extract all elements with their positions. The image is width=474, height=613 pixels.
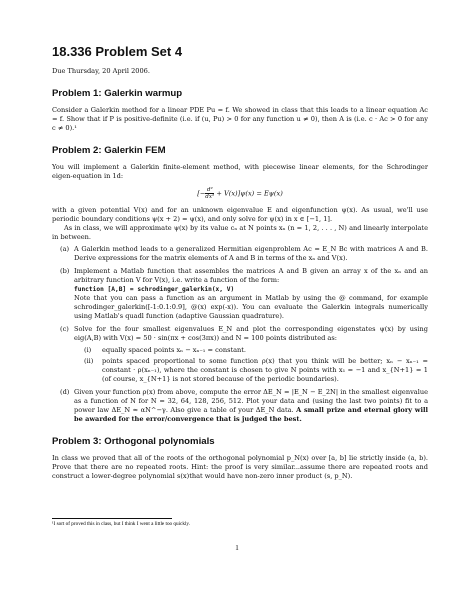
part-a-label: (a) bbox=[60, 245, 70, 253]
part-c-ii bbox=[74, 357, 428, 384]
part-a bbox=[52, 245, 428, 263]
part-c-text: Solve for the four smallest eigenvalues E_N and plot the corresponding eigenstates ψ(x) by using eig(A,B) with V(x) = 50 · sin(πx + cos(3πx)) and N = 100 points distributed as: bbox=[74, 325, 428, 342]
problem-1-heading: Problem 1: Galerkin warmup bbox=[52, 88, 183, 99]
problem-2-heading: Problem 2: Galerkin FEM bbox=[52, 145, 166, 156]
part-c-label: (c) bbox=[60, 325, 69, 333]
problem-3-text: In class we proved that all of the roots of the orthogonal polynomial p_N(x) over [a, b] lie strictly inside (a, b). Prove that there are no repeated roots. Hint: the proof is very similar...assume there are repeated roots and construct a lower-degree polynomial s(x)that would have non-zero inner product (s, p_N). bbox=[52, 454, 428, 480]
part-a-text: A Galerkin method leads to a generalized Hermitian eigenproblem Ac = E_N Bc with matrices A and B. Derive expressions for the matrix elements of A and B in terms of the xₙ and V(x). bbox=[74, 245, 428, 262]
part-d-label: (d) bbox=[60, 388, 70, 396]
footnote-rule bbox=[52, 518, 172, 519]
part-d-prize: A small prize and eternal glory will be awarded for the error/convergence that is judged the best. bbox=[74, 406, 428, 423]
problem-2-para-2: As in class, we will approximate ψ(x) by its value cₙ at N points xₙ (n = 1, 2, . . . , N) and linearly interpolate in between. bbox=[52, 224, 428, 241]
function-signature: function [A,B] = schrodinger_galerkin(x, V) bbox=[74, 286, 235, 293]
problem-1-section bbox=[52, 88, 428, 133]
part-c bbox=[52, 325, 428, 384]
problem-2-parts bbox=[52, 245, 428, 424]
part-c-subitems bbox=[74, 346, 428, 384]
problem-3-heading: Problem 3: Orthogonal polynomials bbox=[52, 436, 215, 447]
part-c-i bbox=[74, 346, 428, 355]
part-c-i-label: (i) bbox=[84, 346, 92, 354]
equation-rest: + V(x)]ψ(x) = Eψ(x) bbox=[214, 189, 283, 198]
part-d-text: Given your function ρ(x) from above, compute the error ΔE_N = |E_N − E_2N| in the smallest eigenvalue as a function of N for N = 32, 64, 128, 256, 512. Plot your data and (using the last two points) fit to a power law ΔE_N ≈ αN^−γ. Also give a table of your ΔE_N data. bbox=[74, 388, 428, 414]
due-date: Due Thursday, 20 April 2006. bbox=[52, 67, 150, 75]
problem-2-para-1: with a given potential V(x) and for an unknown eigenvalue E and eigenfunction ψ(x). As usual, we'll use periodic boundary conditions ψ(x + 2) = ψ(x), and only solve for ψ(x) in x ∈ [−1, 1]. bbox=[52, 206, 428, 223]
part-c-ii-label: (ii) bbox=[84, 357, 94, 365]
equation-open: [− bbox=[197, 189, 206, 198]
problem-2-section bbox=[52, 145, 428, 424]
footnote: ¹I sort of proved this in class, but I think I went a little too quickly. bbox=[52, 521, 190, 527]
document-title: 18.336 Problem Set 4 bbox=[52, 44, 183, 59]
part-b bbox=[52, 267, 428, 321]
equation-fraction bbox=[205, 187, 214, 200]
page-number: 1 bbox=[235, 544, 239, 552]
equation-denominator: dx² bbox=[205, 194, 215, 200]
problem-3-section bbox=[52, 436, 428, 481]
part-b-text-1: Implement a Matlab function that assembles the matrices A and B given an array x of the xₙ and an arbitrary function V for V(x), i.e. write a function of the form: bbox=[74, 267, 428, 284]
equation-numerator: d² bbox=[206, 187, 213, 193]
problem-2-intro: You will implement a Galerkin finite-element method, with piecewise linear elements, for the Schrodinger eigen-equation in 1d: bbox=[52, 163, 428, 180]
part-c-i-text: equally spaced points xₙ − xₙ₋₁ = constant. bbox=[102, 346, 247, 354]
part-b-label: (b) bbox=[60, 267, 70, 275]
part-d bbox=[52, 388, 428, 424]
part-b-text-2: Note that you can pass a function as an argument in Matlab by using the @ command, for example schrodinger_galerkin([-1:0.1:0.9], @(x) exp(-x)). You can evaluate the Galerkin integrals numerically using Matlab's quadl function (adaptive Gaussian quadrature). bbox=[74, 294, 428, 320]
problem-1-text: Consider a Galerkin method for a linear PDE Pu = f. We showed in class that this leads to a linear equation Ac = f. Show that if P is positive-definite (i.e. if (u, Pu) > 0 for any function u ≠ 0), then A is (i.e. c · Ac > 0 for any c ≠ 0).¹ bbox=[52, 106, 428, 132]
schrodinger-equation bbox=[52, 187, 428, 200]
part-c-ii-text: points spaced proportional to some function ρ(x) that you think will be better; xₙ − xₙ₋₁ = constant · ρ(xₙ₋₁), where the constant is chosen to give N points with x₁ = −1 and x_{N+1} = 1 (of course, x_{N+1} is not stored because of the periodic boundaries). bbox=[102, 357, 428, 383]
